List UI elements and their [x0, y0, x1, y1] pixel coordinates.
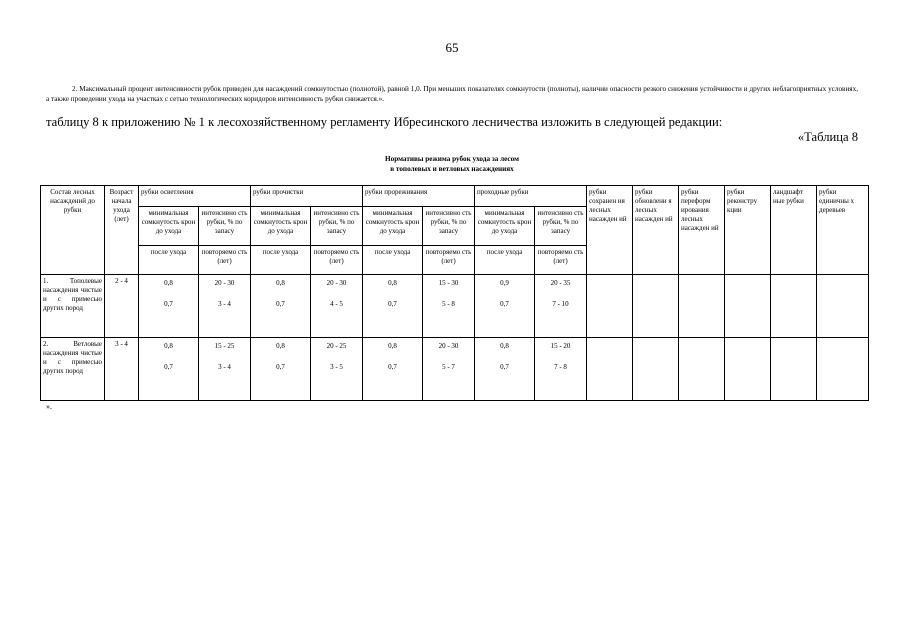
row-age: 3 - 4 — [105, 338, 139, 401]
header-after: после ухода — [251, 246, 311, 275]
cell-cleaning-density: 0,8 0,7 — [251, 338, 311, 401]
norms-table — [40, 185, 869, 401]
header-extra-3: рубки переформ ирования лесных насажден ий — [679, 186, 725, 275]
header-extra-2: рубки обновлени я лесных насажден ий — [633, 186, 679, 275]
cell-passing-density: 0,9 0,7 — [475, 275, 535, 338]
cell-empty — [633, 275, 679, 338]
cell-empty — [725, 338, 771, 401]
intro-paragraph: таблицу 8 к приложению № 1 к лесохозяйственному регламенту Ибресинского лесничества изложить в следующей редакции: — [46, 115, 723, 129]
header-group-thinning: рубки прореживания — [363, 186, 475, 207]
header-after: после ухода — [139, 246, 199, 275]
header-repeat: повторяемо сть (лет) — [311, 246, 363, 275]
header-row-groups — [41, 186, 869, 207]
header-repeat: повторяемо сть (лет) — [423, 246, 475, 275]
header-density: минимальная сомкнутость крон до ухода — [475, 207, 535, 246]
cell-empty — [771, 338, 817, 401]
header-repeat: повторяемо сть (лет) — [535, 246, 587, 275]
cell-empty — [817, 338, 869, 401]
header-density: минимальная сомкнутость крон до ухода — [251, 207, 311, 246]
header-composition: Состав лесных насаждений до рубки — [41, 186, 105, 275]
cell-clearing-density: 0,8 0,7 — [139, 275, 199, 338]
header-extra-4: рубки реконстру кции — [725, 186, 771, 275]
row-age: 2 - 4 — [105, 275, 139, 338]
cell-clearing-intensity: 20 - 30 3 - 4 — [199, 275, 251, 338]
footnote-paragraph: 2. Максимальный процент интенсивности рубок приведен для насаждений сомкнутостью (полнотой), равной 1,0. При меньших показателях сомкнутости (полноты), наличии опасности резкого снижения устойчивости и других неблагоприятных условиях, а также проведении ухода на участках с сетью технологических коридоров интенсивность рубки снижается.». — [46, 85, 858, 103]
cell-passing-intensity: 20 - 35 7 - 10 — [535, 275, 587, 338]
page-number: 65 — [445, 40, 459, 55]
header-intensity: интенсивно сть рубки, % по запасу — [311, 207, 363, 246]
cell-thinning-intensity: 15 - 30 5 - 8 — [423, 275, 475, 338]
cell-cleaning-density: 0,8 0,7 — [251, 275, 311, 338]
cell-clearing-intensity: 15 - 25 3 - 4 — [199, 338, 251, 401]
cell-thinning-density: 0,8 0,7 — [363, 275, 423, 338]
cell-empty — [817, 275, 869, 338]
cell-passing-density: 0,8 0,7 — [475, 338, 535, 401]
table-title-line-2: в тополевых и ветловых насаждениях — [390, 164, 514, 173]
cell-empty — [633, 338, 679, 401]
cell-empty — [725, 275, 771, 338]
header-after: после ухода — [475, 246, 535, 275]
table-row — [41, 275, 869, 338]
cell-clearing-density: 0,8 0,7 — [139, 338, 199, 401]
cell-passing-intensity: 15 - 20 7 - 8 — [535, 338, 587, 401]
header-group-clearing: рубки осветления — [139, 186, 251, 207]
closing-quote: ». — [46, 402, 52, 411]
cell-cleaning-intensity: 20 - 25 3 - 5 — [311, 338, 363, 401]
cell-cleaning-intensity: 20 - 30 4 - 5 — [311, 275, 363, 338]
cell-thinning-density: 0,8 0,7 — [363, 338, 423, 401]
header-extra-6: рубки единичны х деревьев — [817, 186, 869, 275]
header-density: минимальная сомкнутость крон до ухода — [139, 207, 199, 246]
header-group-passing: проходные рубки — [475, 186, 587, 207]
row-composition: 2. Ветловые насаждения чистые и с примесью других пород — [41, 338, 105, 401]
header-group-cleaning: рубки прочистки — [251, 186, 363, 207]
row-composition: 1. Тополевые насаждения чистые и с примесью других пород — [41, 275, 105, 338]
table-label: «Таблица 8 — [797, 130, 858, 144]
header-extra-1: рубки сохранен ия лесных насажден ий — [587, 186, 633, 275]
cell-empty — [587, 275, 633, 338]
cell-thinning-intensity: 20 - 30 5 - 7 — [423, 338, 475, 401]
header-density: минимальная сомкнутость крон до ухода — [363, 207, 423, 246]
header-after: после ухода — [363, 246, 423, 275]
header-intensity: интенсивно сть рубки, % по запасу — [535, 207, 587, 246]
table-row — [41, 338, 869, 401]
cell-empty — [587, 338, 633, 401]
table-title-line-1: Нормативы режима рубок ухода за лесом — [385, 155, 519, 163]
cell-empty — [771, 275, 817, 338]
cell-empty — [679, 275, 725, 338]
header-intensity: интенсивно сть рубки, % по запасу — [423, 207, 475, 246]
header-age: Возраст начала ухода (лет) — [105, 186, 139, 275]
header-intensity: интенсивно сть рубки, % по запасу — [199, 207, 251, 246]
table-title — [0, 155, 904, 174]
header-extra-5: ландшафт ные рубки — [771, 186, 817, 275]
cell-empty — [679, 338, 725, 401]
header-repeat: повторяемо сть (лет) — [199, 246, 251, 275]
